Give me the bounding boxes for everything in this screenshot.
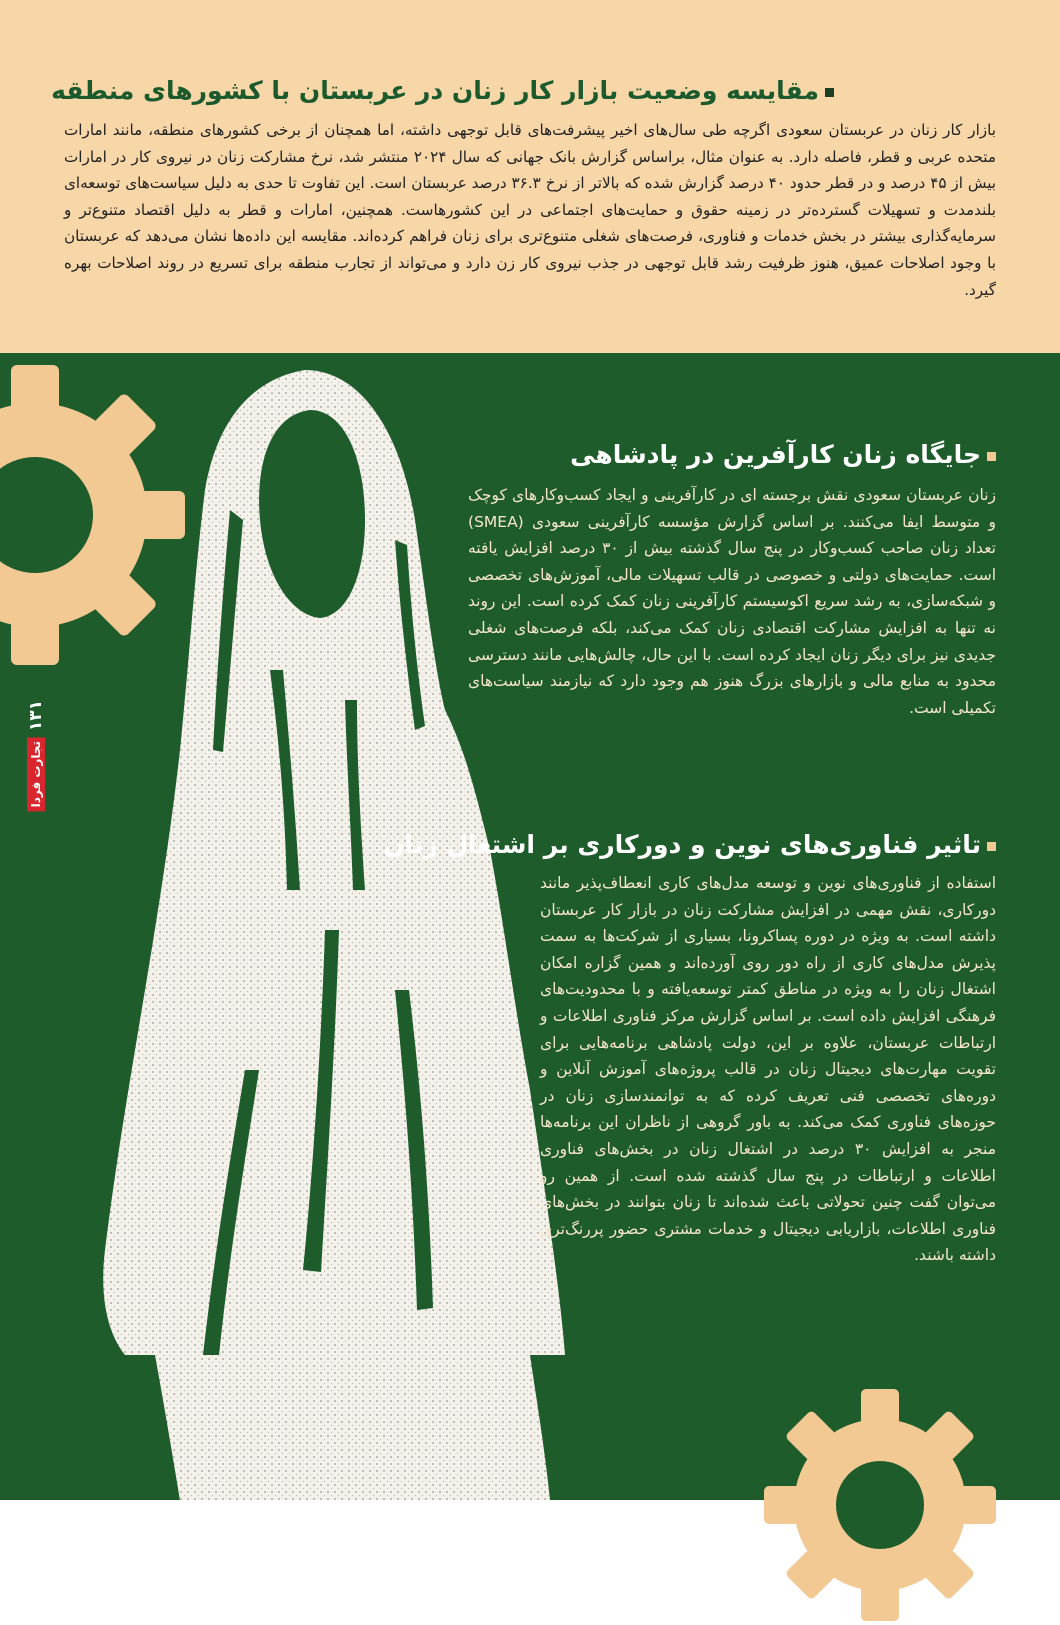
gear-icon xyxy=(760,1385,1000,1625)
top-section xyxy=(0,0,1060,353)
page-number: ۱۳۱ xyxy=(26,700,46,732)
section1-heading: مقایسه وضعیت بازار کار زنان در عربستان با کشورهای منطقه xyxy=(51,76,834,105)
section3-body: استفاده از فناوری‌های نوین و توسعه مدل‌های کاری انعطاف‌پذیر مانند دورکاری، نقش مهمی در افزایش مشارکت زنان در بازار کار عربستان داشته است. به ویژه در دوره پساکرونا، بسیاری از شرکت‌ها به سمت پذیرش مدل‌های کاری از راه دور روی آورده‌اند و همین گزاره امکان اشتغال زنان را به ویژه در مناطق کمتر توسعه‌یافته و با محدودیت‌های فرهنگی افزایش داده است. بر اساس گزارش مرکز فناوری اطلاعات و ارتباطات عربستان، علاوه بر این، دولت پادشاهی برنامه‌هایی برای تقویت مهارت‌های دیجیتال زنان در قالب پروژه‌های آموزش آنلاین و دوره‌های تخصصی فنی تعریف کرده که به توانمندسازی زنان در حوزه‌های فناوری کمک می‌کند. به باور گروهی از ناظران این برنامه‌ها منجر به افزایش ۳۰ درصد در اشتغال زنان در بخش‌های فناوری اطلاعات و ارتباطات در پنج سال گذشته شده است. از همین رو می‌توان گفت چنین تحولاتی باعث شده‌اند تا زنان بتوانند در بخش‌های فناوری اطلاعات، بازاریابی دیجیتال و خدمات مشتری حضور پررنگ‌تری داشته باشند. xyxy=(540,874,997,1265)
section1-body: بازار کار زنان در عربستان سعودی اگرچه طی سال‌های اخیر پیشرفت‌های قابل توجهی داشته، اما همچنان از برخی کشورهای منطقه، مانند امارات متحده عربی و قطر، فاصله دارد. به عنوان مثال، براساس گزارش بانک جهانی که سال ۲۰۲۴ منتشر شد، نرخ مشارکت زنان در نیروی کار در امارات بیش از ۴۵ درصد و در قطر حدود ۴۰ درصد گزارش شده که بالاتر از نرخ ۳۶.۳ درصد عربستان است. این تفاوت تا حدی به دلیل سیاست‌های توسعه‌ای بلندمدت و تسهیلات گسترده‌تر در زمینه حقوق و حمایت‌های اجتماعی در این کشورهاست. همچنین، امارات و قطر به دلیل اقتصاد متنوع‌تر و سرمایه‌گذاری بیشتر در بخش خدمات و فناوری، فرصت‌های شغلی متنوع‌تری برای زنان فراهم کرده‌اند. مقایسه این داده‌ها نشان می‌دهد که عربستان با وجود اصلاحات عمیق، هنوز ظرفیت رشد قابل توجهی در جذب نیروی کار زن دارد و می‌تواند از تجارب منطقه برای تسریع در روند اصلاحات بهره گیرد. xyxy=(64,121,996,299)
section2-heading: جایگاه زنان کارآفرین در پادشاهی xyxy=(570,440,996,469)
section3-heading: تاثیر فناوری‌های نوین و دورکاری بر اشتغال زنان xyxy=(383,830,996,859)
magazine-logo: تجارت فردا xyxy=(27,737,45,811)
section2-body: زنان عربستان سعودی نقش برجسته ای در کارآفرینی و ایجاد کسب‌وکارهای کوچک و متوسط ایفا می‌کنند. بر اساس گزارش مؤسسه کارآفرینی سعودی (SMEA) تعداد زنان صاحب کسب‌وکار در پنج سال گذشته بیش از ۳۰ درصد افزایش یافته است. حمایت‌های دولتی و خصوصی در قالب تسهیلات مالی، آموزش‌های تخصصی و شبکه‌سازی، به رشد سریع اکوسیستم کارآفرینی زنان کمک کرده است. این روند نه تنها به افزایش مشارکت اقتصادی زنان کمک می‌کند، بلکه فرصت‌های شغلی جدیدی نیز برای دیگر زنان ایجاد کرده است. با این حال، چالش‌هایی مانند دسترسی محدود به منابع مالی و بازارهای بزرگ هنوز هم وجود دارد که نیازمند سیاست‌های تکمیلی است. xyxy=(468,486,996,717)
heading-bullet-icon xyxy=(825,88,834,97)
heading-bullet-icon xyxy=(987,842,996,851)
page-sidebar xyxy=(18,700,54,812)
heading-bullet-icon xyxy=(987,452,996,461)
